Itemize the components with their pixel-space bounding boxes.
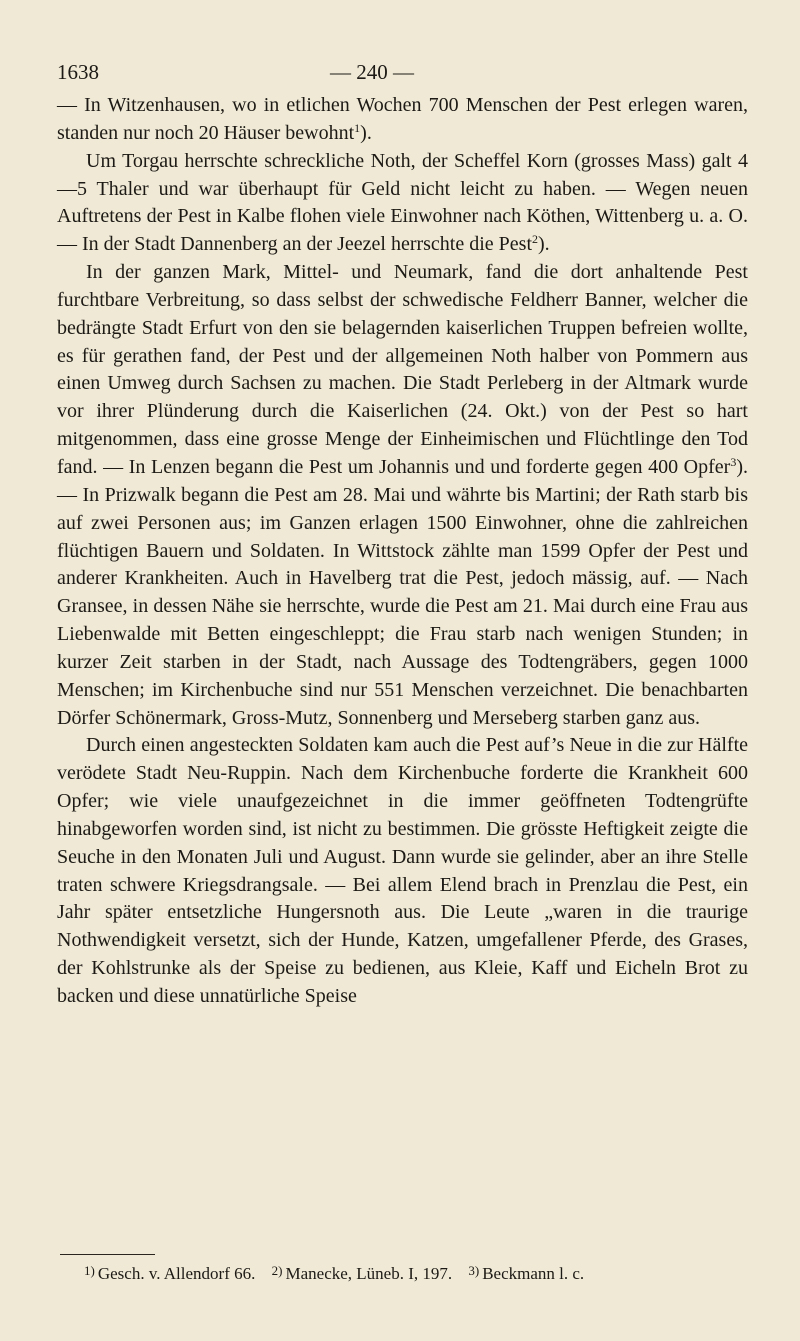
footnote-text: Gesch. v. Allendorf 66. xyxy=(97,1264,256,1283)
footnote-ref-3: 3 xyxy=(730,454,737,469)
footnote-text: Manecke, Lüneb. I, 197. xyxy=(285,1264,453,1283)
paragraph-1 xyxy=(57,92,748,148)
footnote-ref-2: 2 xyxy=(532,232,539,247)
footnote-1 xyxy=(84,1264,255,1283)
footnote-ref-1: 1 xyxy=(354,120,361,135)
footnote-text: Beckmann l. c. xyxy=(482,1264,585,1283)
text-run: ). xyxy=(360,121,372,144)
text-run: — In Witzenhausen, wo in etlichen Wochen 700 Menschen der Pest erlegen waren, standen nur noch 20 Häuser bewohnt xyxy=(57,94,748,144)
body-text xyxy=(57,92,748,1011)
footnote-mark: 3) xyxy=(468,1263,480,1278)
text-run: ). xyxy=(538,233,550,256)
text-run: In der ganzen Mark, Mittel- und Neumark, fand die dort anhaltende Pest furchtbare Verbreitung, so dass selbst der schwedische Feldherr Banner, welcher die bedrängte Stadt Erfurt von den sie belagernden kaiserlichen Truppen befreien wollte, es für gerathen fand, der Pest und der allgemeinen Noth halber von Pommern aus einen Umweg durch Sachsen zu machen. Die Stadt Perleberg in der Altmark wurde vor ihrer Plünderung durch die Kaiserlichen (24. Okt.) von der Pest so hart mitgenommen, dass eine grosse Menge der Einheimischen und Flüchtlinge den Tod fand. — In Lenzen begann die Pest um Johannis und und forderte gegen 400 Opfer xyxy=(57,261,748,478)
footnote-3 xyxy=(468,1264,584,1283)
footnote-2 xyxy=(272,1264,452,1283)
header-year: 1638 xyxy=(57,60,99,84)
footnote-mark: 1) xyxy=(84,1263,95,1278)
footnote-mark: 2) xyxy=(271,1263,283,1278)
footnotes xyxy=(84,1258,754,1287)
paragraph-4 xyxy=(57,732,748,1010)
page-number: — 240 — xyxy=(330,60,414,84)
footnote-rule xyxy=(60,1254,155,1255)
text-run: Um Torgau herrschte schreckliche Noth, der Scheffel Korn (grosses Mass) galt 4—5 Thaler und war überhaupt für Geld nicht leicht zu haben. — Wegen neuen Auftretens der Pest in Kalbe flohen viele Einwohner nach Köthen, Wittenberg u. a. O. — In der Stadt Dannenberg an der Jeezel herrschte die Pest xyxy=(57,149,748,256)
paragraph-2 xyxy=(57,148,748,259)
text-run: Durch einen angesteckten Soldaten kam auch die Pest auf’s Neue in die zur Hälfte verödete Stadt Neu-Ruppin. Nach dem Kirchenbuche forderte die Krankheit 600 Opfer; wie viele unaufgezeichnet in die immer geöffneten Todtengrüfte hinabgeworfen worden sind, ist nicht zu bestimmen. Die grösste Heftigkeit zeigte die Seuche in den Monaten Juli und August. Dann wurde sie gelinder, aber an ihre Stelle traten schwere Kriegsdrangsale. — Bei allem Elend brach in Prenzlau die Pest, ein Jahr später entsetzliche Hungersnoth aus. Die Leute „waren in die traurige Nothwendigkeit versetzt, sich der Hunde, Katzen, umgefallener Pferde, des Grases, der Kohlstrunke als der Speise zu bedienen, aus Kleie, Kaff und Eicheln Brot zu backen und diese unnatürliche Speise xyxy=(57,734,748,1007)
paragraph-3 xyxy=(57,259,748,732)
text-run: ). — In Prizwalk begann die Pest am 28. Mai und währte bis Martini; der Rath starb bis auf zwei Personen aus; im Ganzen erlagen 1500 Einwohner, ohne die zahlreichen flüchtigen Bauern und Soldaten. In Wittstock zählte man 1599 Opfer der Pest und anderer Krankheiten. Auch in Havelberg trat die Pest, jedoch mässig, auf. — Nach Gransee, in dessen Nähe sie herrschte, wurde die Pest am 21. Mai durch eine Frau aus Liebenwalde mit Betten eingeschleppt; die Frau starb nach wenigen Stunden; in kurzer Zeit starben in der Stadt, nach Aussage des Todtengräbers, gegen 1000 Menschen; im Kirchenbuche sind nur 551 Menschen verzeichnet. Die benachbarten Dörfer Schönermark, Gross-Mutz, Sonnenberg und Merseberg starben ganz aus. xyxy=(57,455,748,729)
running-head xyxy=(57,60,687,92)
